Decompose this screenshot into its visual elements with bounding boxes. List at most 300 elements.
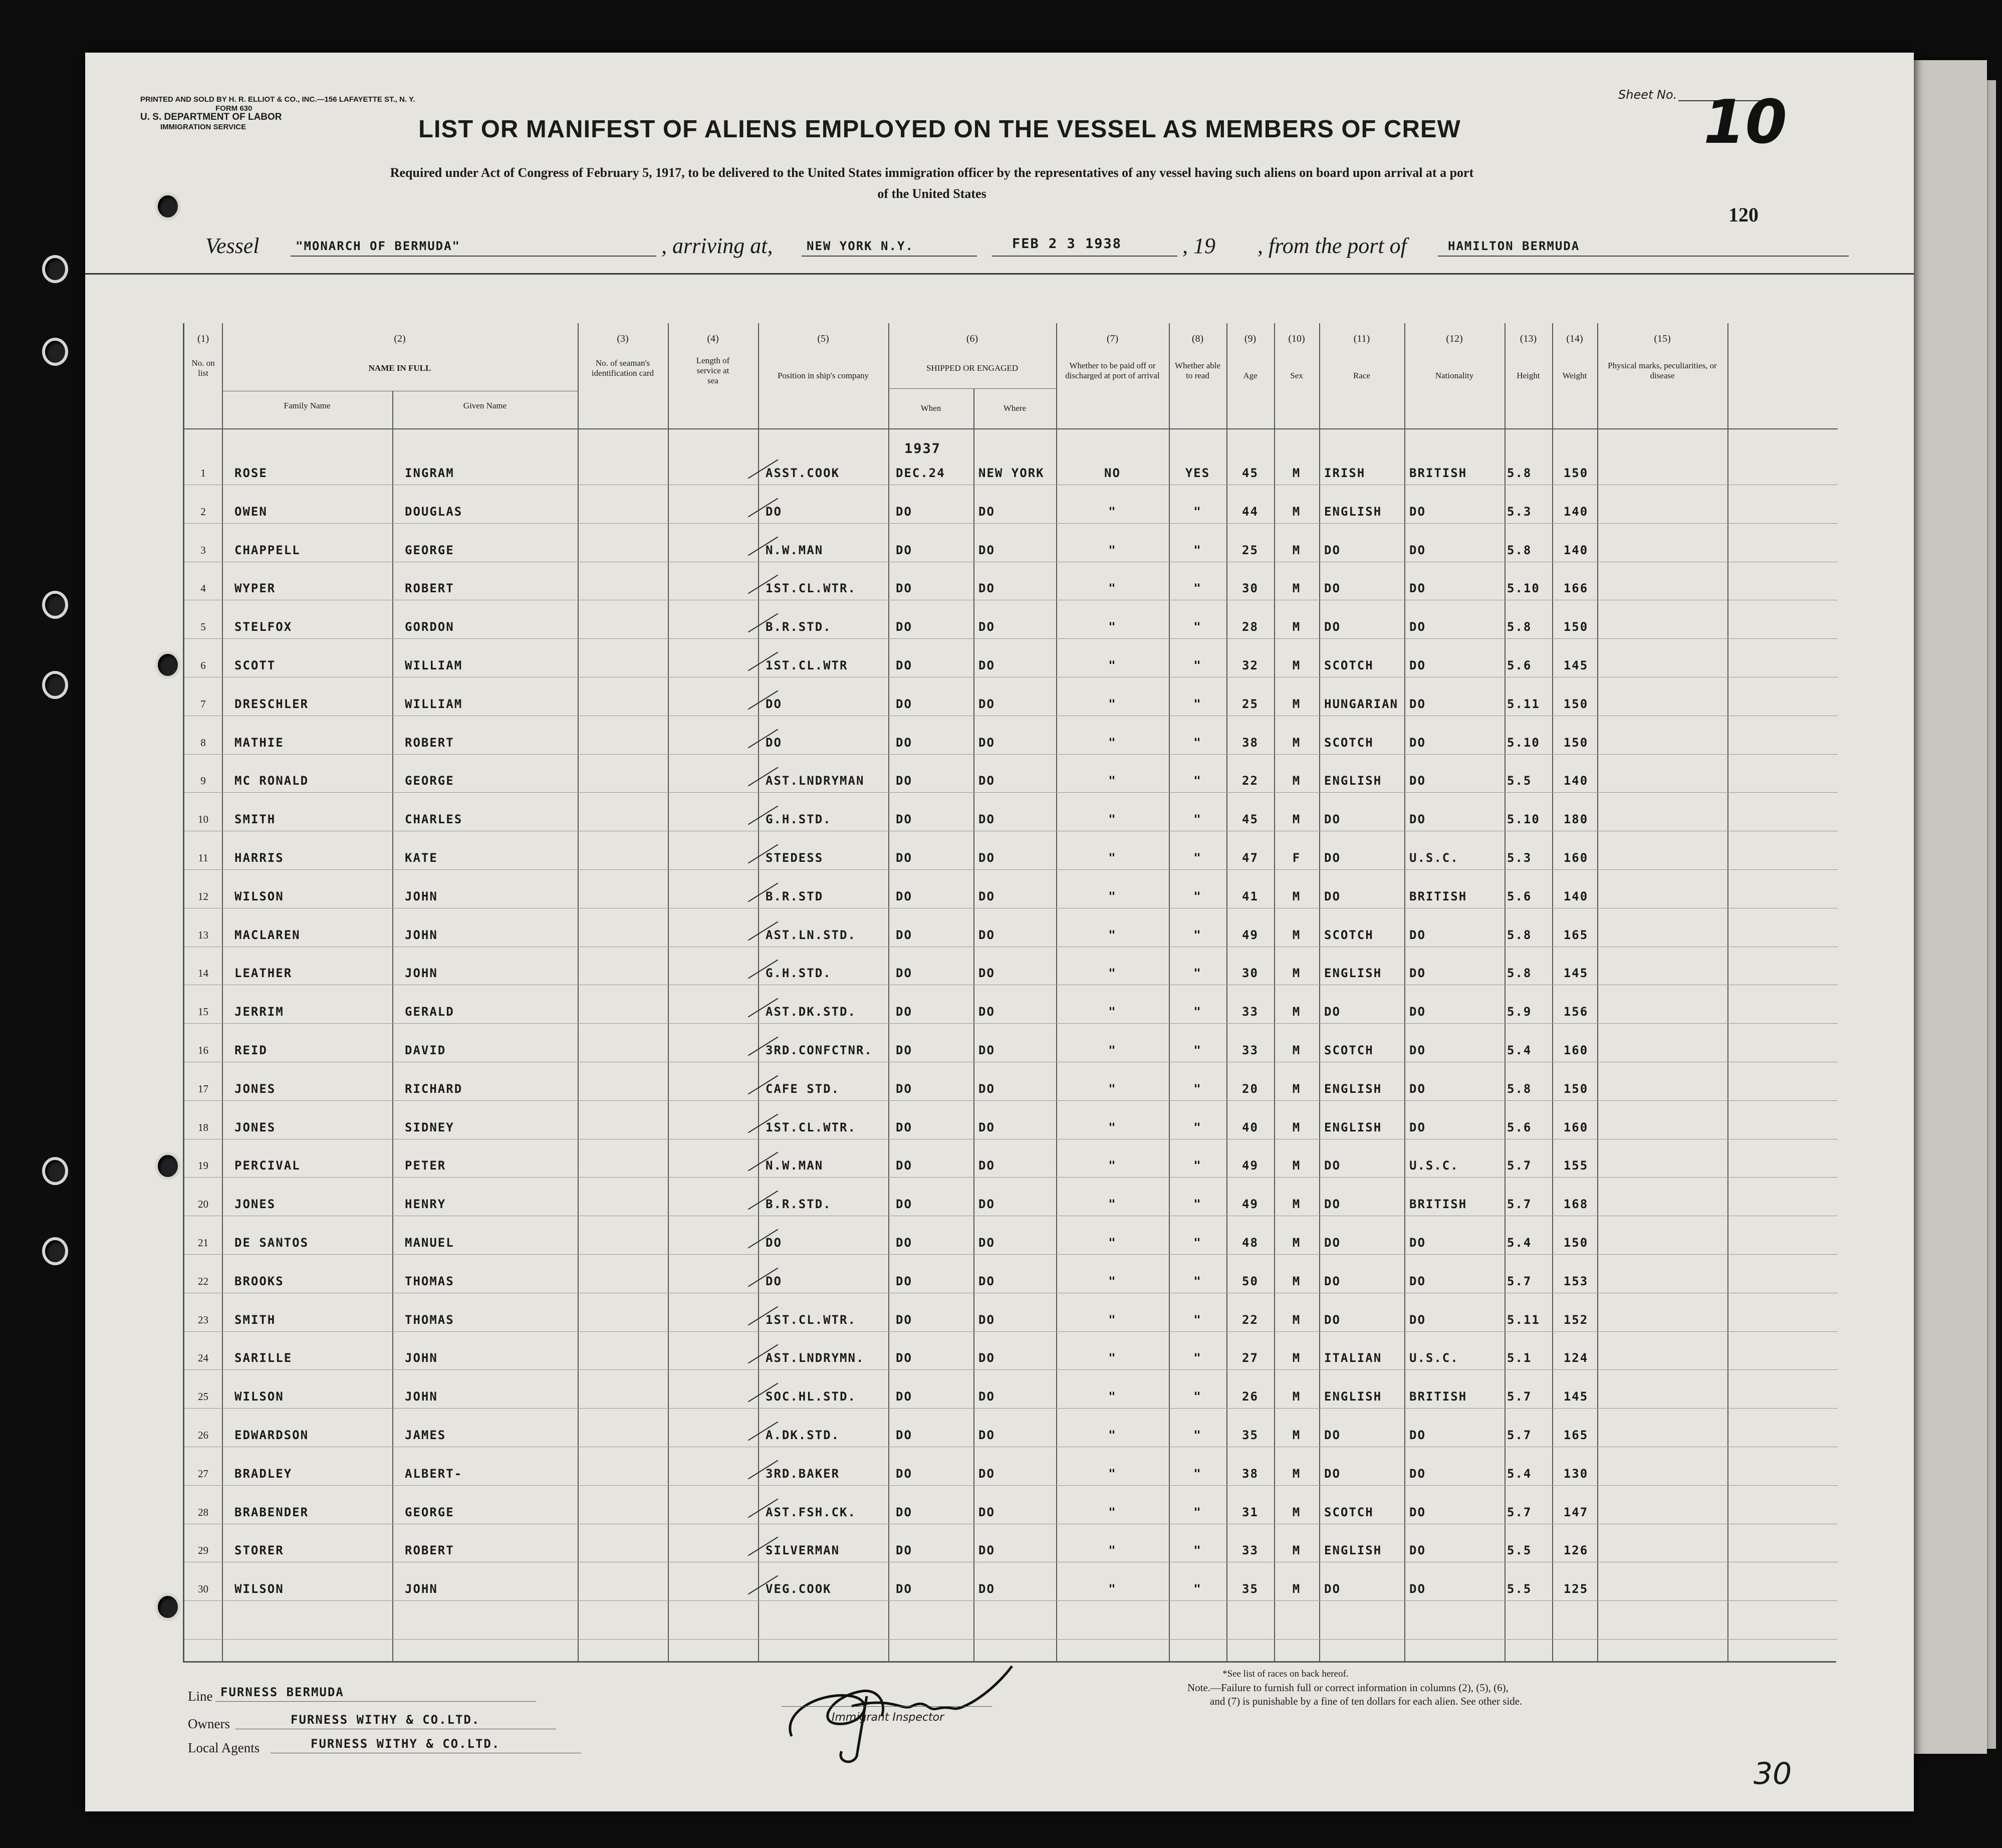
cell-given: JOHN <box>405 889 438 903</box>
cell-age: 47 <box>1242 851 1259 865</box>
cell-given: RICHARD <box>405 1081 463 1096</box>
cell-given: GERALD <box>405 1005 454 1019</box>
cell-no: 29 <box>198 1544 208 1557</box>
cell-given: ALBERT- <box>405 1466 463 1481</box>
col-5-header: Position in ship's company <box>777 371 869 380</box>
cell-family: CHAPPELL <box>234 543 301 557</box>
cell-age: 27 <box>1242 1351 1259 1365</box>
cell-nat: DO <box>1409 1505 1426 1519</box>
cell-race: ENGLISH <box>1324 1081 1382 1096</box>
cell-when: DO <box>896 620 912 634</box>
cell-height: 5.8 <box>1507 928 1532 942</box>
cell-read: " <box>1193 1159 1202 1173</box>
cell-position: STEDESS <box>766 851 824 865</box>
cell-paid: " <box>1108 543 1117 557</box>
cell-paid: " <box>1108 1543 1117 1558</box>
cell-no: 20 <box>198 1198 208 1211</box>
line-label: Line <box>188 1689 213 1704</box>
col-9-number: (9) <box>1244 333 1257 344</box>
cell-race: SCOTCH <box>1324 735 1374 750</box>
cell-nat: DO <box>1409 1081 1426 1096</box>
cell-sex: M <box>1292 620 1301 634</box>
cell-race: DO <box>1324 1582 1341 1596</box>
cell-when: DO <box>896 1390 912 1404</box>
cell-family: JONES <box>234 1197 276 1212</box>
cell-given: JOHN <box>405 966 438 981</box>
cell-position: G.H.STD. <box>766 812 832 827</box>
cell-race: ENGLISH <box>1324 504 1382 519</box>
cell-weight: 165 <box>1563 928 1589 942</box>
binder-hole <box>45 341 65 363</box>
cell-height: 5.4 <box>1507 1043 1532 1057</box>
cell-no: 26 <box>198 1429 208 1441</box>
subtitle-1: Required under Act of Congress of February 5, 1917, to be delivered to the United States immigration officer by the representatives of any vessel having such aliens on board upon arrival at a port <box>390 165 1474 180</box>
cell-weight: 145 <box>1563 658 1589 672</box>
vessel-name: "MONARCH OF BERMUDA" <box>296 239 460 253</box>
cell-family: SMITH <box>234 812 276 827</box>
cell-weight: 140 <box>1563 504 1589 519</box>
cell-family: JONES <box>234 1120 276 1134</box>
cell-read: " <box>1193 1274 1202 1288</box>
binder-hole <box>45 258 65 280</box>
cell-sex: M <box>1292 774 1301 788</box>
cell-paid: " <box>1108 928 1117 942</box>
cell-height: 5.6 <box>1507 889 1532 903</box>
cell-family: BROOKS <box>234 1274 284 1288</box>
row-rule <box>184 1100 1838 1101</box>
cell-sex: M <box>1292 1466 1301 1481</box>
cell-position: 1ST.CL.WTR <box>766 658 848 672</box>
cell-when: DO <box>896 1351 912 1365</box>
cell-no: 30 <box>198 1583 208 1595</box>
cell-nat: U.S.C. <box>1409 1159 1459 1173</box>
cell-position: AST.LNDRYMN. <box>766 1351 865 1365</box>
cell-weight: 150 <box>1563 620 1589 634</box>
cell-where: DO <box>978 966 995 981</box>
cell-age: 30 <box>1242 581 1259 596</box>
cell-when: DO <box>896 966 912 981</box>
cell-where: DO <box>978 543 995 557</box>
cell-height: 5.6 <box>1507 658 1532 672</box>
cell-when: DO <box>896 851 912 865</box>
cell-age: 25 <box>1242 697 1259 711</box>
cell-position: AST.DK.STD. <box>766 1005 856 1019</box>
cell-position: ASST.COOK <box>766 466 840 480</box>
cell-given: GEORGE <box>405 774 454 788</box>
cell-family: BRADLEY <box>234 1466 293 1481</box>
cell-paid: " <box>1108 1505 1117 1519</box>
col-1-header: No. on list <box>191 358 215 378</box>
binder-hole <box>45 1240 65 1262</box>
cell-given: HENRY <box>405 1197 446 1212</box>
cell-weight: 153 <box>1563 1274 1589 1288</box>
cell-height: 5.5 <box>1507 1582 1532 1596</box>
cell-given: JOHN <box>405 1582 438 1596</box>
cell-age: 28 <box>1242 620 1259 634</box>
cell-height: 5.8 <box>1507 1081 1532 1096</box>
cell-family: WYPER <box>234 581 276 596</box>
column-rule <box>1169 323 1170 1661</box>
cell-weight: 147 <box>1563 1505 1589 1519</box>
cell-age: 26 <box>1242 1390 1259 1404</box>
owners-value: FURNESS WITHY & CO.LTD. <box>291 1713 480 1727</box>
cell-paid: " <box>1108 889 1117 903</box>
cell-race: DO <box>1324 581 1341 596</box>
cell-paid: " <box>1108 697 1117 711</box>
service: IMMIGRATION SERVICE <box>160 123 246 131</box>
cell-race: SCOTCH <box>1324 928 1374 942</box>
cell-age: 49 <box>1242 928 1259 942</box>
cell-when: DO <box>896 1197 912 1212</box>
cell-nat: BRITISH <box>1409 1197 1467 1212</box>
cell-weight: 168 <box>1563 1197 1589 1212</box>
cell-where: DO <box>978 1312 995 1327</box>
col-10-header: Sex <box>1290 371 1303 380</box>
col-4-header: Length of service at sea <box>696 356 730 385</box>
cell-position: DO <box>766 697 782 711</box>
footnote-note: Note.—Failure to furnish full or correct information in columns (2), (5), (6), <box>1187 1682 1509 1694</box>
cell-race: IRISH <box>1324 466 1366 480</box>
cell-read: " <box>1193 735 1202 750</box>
cell-nat: U.S.C. <box>1409 851 1459 865</box>
cell-read: " <box>1193 851 1202 865</box>
binder-hole <box>45 674 65 696</box>
cell-position: N.W.MAN <box>766 1159 824 1173</box>
cell-paid: " <box>1108 774 1117 788</box>
cell-read: " <box>1193 1312 1202 1327</box>
cell-sex: M <box>1292 1582 1301 1596</box>
cell-sex: F <box>1292 851 1301 865</box>
cell-sex: M <box>1292 1543 1301 1558</box>
cell-family: JONES <box>234 1081 276 1096</box>
cell-where: DO <box>978 1428 995 1442</box>
cell-age: 22 <box>1242 774 1259 788</box>
cell-given: KATE <box>405 851 438 865</box>
cell-position: DO <box>766 1236 782 1250</box>
cell-read: YES <box>1185 466 1210 480</box>
cell-where: DO <box>978 1043 995 1057</box>
cell-where: DO <box>978 1505 995 1519</box>
cell-sex: M <box>1292 1043 1301 1057</box>
cell-no: 25 <box>198 1391 208 1403</box>
row-rule <box>184 523 1838 524</box>
cell-age: 33 <box>1242 1543 1259 1558</box>
cell-weight: 152 <box>1563 1312 1589 1327</box>
cell-weight: 150 <box>1563 735 1589 750</box>
cell-given: DOUGLAS <box>405 504 463 519</box>
cell-given: GORDON <box>405 620 454 634</box>
cell-age: 35 <box>1242 1428 1259 1442</box>
col-12-header: Nationality <box>1435 371 1474 380</box>
col-8-number: (8) <box>1191 333 1204 344</box>
cell-nat: DO <box>1409 697 1426 711</box>
cell-height: 5.8 <box>1507 620 1532 634</box>
cell-read: " <box>1193 1390 1202 1404</box>
cell-age: 45 <box>1242 812 1259 827</box>
cell-position: SILVERMAN <box>766 1543 840 1558</box>
cell-age: 44 <box>1242 504 1259 519</box>
footnote-fine: and (7) is punishable by a fine of ten dollars for each alien. See other side. <box>1210 1695 1523 1707</box>
cell-paid: " <box>1108 1312 1117 1327</box>
cell-read: " <box>1193 1351 1202 1365</box>
column-rule <box>1274 323 1275 1661</box>
cell-age: 31 <box>1242 1505 1259 1519</box>
sheet-number: 10 <box>1703 88 1787 157</box>
cell-position: CAFE STD. <box>766 1081 840 1096</box>
page-count: 120 <box>1728 203 1759 226</box>
col-8-header: Whether able to read <box>1174 361 1221 380</box>
punch-hole <box>158 654 178 676</box>
cell-no: 16 <box>198 1044 208 1056</box>
cell-no: 21 <box>198 1237 208 1249</box>
cell-sex: M <box>1292 889 1301 903</box>
cell-height: 5.8 <box>1507 466 1532 480</box>
cell-read: " <box>1193 1505 1202 1519</box>
cell-where: DO <box>978 1351 995 1365</box>
cell-no: 14 <box>198 967 208 980</box>
cell-no: 8 <box>200 736 206 749</box>
cell-weight: 140 <box>1563 543 1589 557</box>
page-title: LIST OR MANIFEST OF ALIENS EMPLOYED ON THE VESSEL AS MEMBERS OF CREW <box>418 116 1461 143</box>
column-rule <box>1505 323 1506 1661</box>
cell-height: 5.5 <box>1507 774 1532 788</box>
crew-table <box>183 323 1838 1661</box>
cell-race: SCOTCH <box>1324 658 1374 672</box>
cell-family: WILSON <box>234 1390 284 1404</box>
arriving-label: , arriving at, <box>661 234 773 258</box>
cell-sex: M <box>1292 966 1301 981</box>
cell-paid: " <box>1108 966 1117 981</box>
cell-position: G.H.STD. <box>766 966 832 981</box>
col-6-header: SHIPPED OR ENGAGED <box>926 363 1019 373</box>
cell-age: 41 <box>1242 889 1259 903</box>
cell-paid: " <box>1108 1120 1117 1134</box>
cell-family: MATHIE <box>234 735 284 750</box>
cell-sex: M <box>1292 1274 1301 1288</box>
cell-given: DAVID <box>405 1043 446 1057</box>
cell-family: SMITH <box>234 1312 276 1327</box>
cell-sex: M <box>1292 1505 1301 1519</box>
cell-sex: M <box>1292 1159 1301 1173</box>
cell-nat: DO <box>1409 658 1426 672</box>
cell-paid: " <box>1108 1582 1117 1596</box>
cell-paid: " <box>1108 1197 1117 1212</box>
punch-hole <box>158 1155 178 1177</box>
cell-sex: M <box>1292 543 1301 557</box>
cell-no: 23 <box>198 1313 208 1326</box>
cell-when: DEC.24 <box>896 466 945 480</box>
cell-race: ENGLISH <box>1324 966 1382 981</box>
agents-label: Local Agents <box>188 1740 260 1755</box>
cell-where: DO <box>978 1005 995 1019</box>
cell-nat: BRITISH <box>1409 889 1467 903</box>
cell-where: DO <box>978 504 995 519</box>
cell-nat: DO <box>1409 1582 1426 1596</box>
cell-where: DO <box>978 1120 995 1134</box>
cell-paid: " <box>1108 1005 1117 1019</box>
row-rule <box>184 1369 1838 1370</box>
sheet-label: Sheet No. <box>1618 88 1677 102</box>
cell-height: 5.7 <box>1507 1274 1532 1288</box>
cell-age: 32 <box>1242 658 1259 672</box>
cell-where: DO <box>978 1081 995 1096</box>
cell-read: " <box>1193 1543 1202 1558</box>
cell-paid: " <box>1108 658 1117 672</box>
cell-family: STELFOX <box>234 620 293 634</box>
cell-paid: NO <box>1104 466 1121 480</box>
cell-when: DO <box>896 1159 912 1173</box>
cell-nat: DO <box>1409 735 1426 750</box>
cell-when: DO <box>896 735 912 750</box>
column-rule <box>1727 323 1728 1661</box>
column-rule <box>668 323 669 1661</box>
cell-position: DO <box>766 735 782 750</box>
row-rule <box>184 1254 1838 1255</box>
column-rule <box>222 323 223 1661</box>
cell-no: 11 <box>198 852 208 864</box>
cell-read: " <box>1193 1582 1202 1596</box>
cell-height: 5.10 <box>1507 812 1540 827</box>
cell-paid: " <box>1108 1081 1117 1096</box>
cell-position: 3RD.CONFCTNR. <box>766 1043 873 1057</box>
cell-nat: DO <box>1409 966 1426 981</box>
cell-position: 3RD.BAKER <box>766 1466 840 1481</box>
cell-sex: M <box>1292 581 1301 596</box>
cell-weight: 155 <box>1563 1159 1589 1173</box>
col-13-header: Height <box>1517 371 1540 380</box>
cell-weight: 150 <box>1563 466 1589 480</box>
cell-sex: M <box>1292 1236 1301 1250</box>
cell-age: 33 <box>1242 1043 1259 1057</box>
col-7-number: (7) <box>1106 333 1119 344</box>
row-rule <box>184 1408 1838 1409</box>
cell-family: HARRIS <box>234 851 284 865</box>
cell-position: DO <box>766 504 782 519</box>
given-name-header: Given Name <box>463 401 507 410</box>
family-name-header: Family Name <box>284 401 331 410</box>
cell-paid: " <box>1108 1390 1117 1404</box>
cell-no: 1 <box>200 467 206 479</box>
column-rule <box>392 391 393 1661</box>
row-rule <box>184 638 1838 639</box>
cell-position: 1ST.CL.WTR. <box>766 581 856 596</box>
cell-given: CHARLES <box>405 812 463 827</box>
cell-where: DO <box>978 928 995 942</box>
col-11-header: Race <box>1353 371 1370 380</box>
col-7-header: Whether to be paid off or discharged at port of arrival <box>1065 361 1160 380</box>
cell-sex: M <box>1292 1390 1301 1404</box>
cell-family: PERCIVAL <box>234 1159 301 1173</box>
cell-when: DO <box>896 1466 912 1481</box>
cell-family: LEATHER <box>234 966 293 981</box>
cell-weight: 126 <box>1563 1543 1589 1558</box>
column-rule <box>1056 323 1057 1661</box>
cell-nat: DO <box>1409 1120 1426 1134</box>
row-rule <box>184 754 1838 755</box>
cell-sex: M <box>1292 1081 1301 1096</box>
cell-race: DO <box>1324 1312 1341 1327</box>
cell-family: EDWARDSON <box>234 1428 309 1442</box>
cell-where: DO <box>978 812 995 827</box>
cell-race: DO <box>1324 1236 1341 1250</box>
cell-weight: 160 <box>1563 1120 1589 1134</box>
cell-weight: 150 <box>1563 697 1589 711</box>
cell-read: " <box>1193 504 1202 519</box>
agents-value: FURNESS WITHY & CO.LTD. <box>311 1737 500 1751</box>
cell-age: 20 <box>1242 1081 1259 1096</box>
cell-paid: " <box>1108 1274 1117 1288</box>
col-2-number: (2) <box>394 333 406 344</box>
cell-family: SARILLE <box>234 1351 293 1365</box>
inspector-signature <box>762 1636 1022 1766</box>
cell-no: 10 <box>198 813 208 826</box>
cell-position: AST.LNDRYMAN <box>766 774 865 788</box>
cell-paid: " <box>1108 1159 1117 1173</box>
cell-race: DO <box>1324 889 1341 903</box>
vessel-label: Vessel <box>205 234 260 258</box>
cell-when: DO <box>896 774 912 788</box>
cell-where: DO <box>978 735 995 750</box>
cell-height: 5.7 <box>1507 1159 1532 1173</box>
cell-weight: 160 <box>1563 1043 1589 1057</box>
cell-position: VEG.COOK <box>766 1582 832 1596</box>
column-rule <box>758 323 759 1661</box>
cell-where: DO <box>978 1197 995 1212</box>
cell-position: B.R.STD <box>766 889 824 903</box>
cell-age: 49 <box>1242 1159 1259 1173</box>
cell-weight: 124 <box>1563 1351 1589 1365</box>
col-13-number: (13) <box>1520 333 1537 344</box>
cell-race: ENGLISH <box>1324 1120 1382 1134</box>
cell-nat: DO <box>1409 1005 1426 1019</box>
cell-nat: DO <box>1409 1236 1426 1250</box>
cell-given: MANUEL <box>405 1236 454 1250</box>
cell-where: DO <box>978 1159 995 1173</box>
cell-no: 22 <box>198 1275 208 1287</box>
cell-paid: " <box>1108 581 1117 596</box>
cell-nat: DO <box>1409 504 1426 519</box>
cell-paid: " <box>1108 1466 1117 1481</box>
cell-given: INGRAM <box>405 466 454 480</box>
cell-when: DO <box>896 928 912 942</box>
row-rule <box>184 869 1838 870</box>
cell-no: 5 <box>200 621 206 633</box>
cell-weight: 125 <box>1563 1582 1589 1596</box>
cell-when: DO <box>896 658 912 672</box>
cell-where: DO <box>978 1543 995 1558</box>
cell-nat: DO <box>1409 928 1426 942</box>
cell-weight: 145 <box>1563 966 1589 981</box>
cell-race: DO <box>1324 1428 1341 1442</box>
cell-given: THOMAS <box>405 1312 454 1327</box>
cell-race: DO <box>1324 1159 1341 1173</box>
cell-sex: M <box>1292 1197 1301 1212</box>
cell-height: 5.7 <box>1507 1428 1532 1442</box>
cell-nat: BRITISH <box>1409 466 1467 480</box>
cell-race: ENGLISH <box>1324 1390 1382 1404</box>
cell-given: JOHN <box>405 1390 438 1404</box>
cell-where: DO <box>978 620 995 634</box>
cell-age: 38 <box>1242 735 1259 750</box>
bottom-page-number: 30 <box>1754 1756 1792 1791</box>
cell-where: NEW YORK <box>978 466 1045 480</box>
cell-family: MACLAREN <box>234 928 301 942</box>
cell-when: DO <box>896 1582 912 1596</box>
cell-height: 5.9 <box>1507 1005 1532 1019</box>
cell-where: DO <box>978 658 995 672</box>
cell-height: 5.10 <box>1507 581 1540 596</box>
cell-nat: DO <box>1409 774 1426 788</box>
